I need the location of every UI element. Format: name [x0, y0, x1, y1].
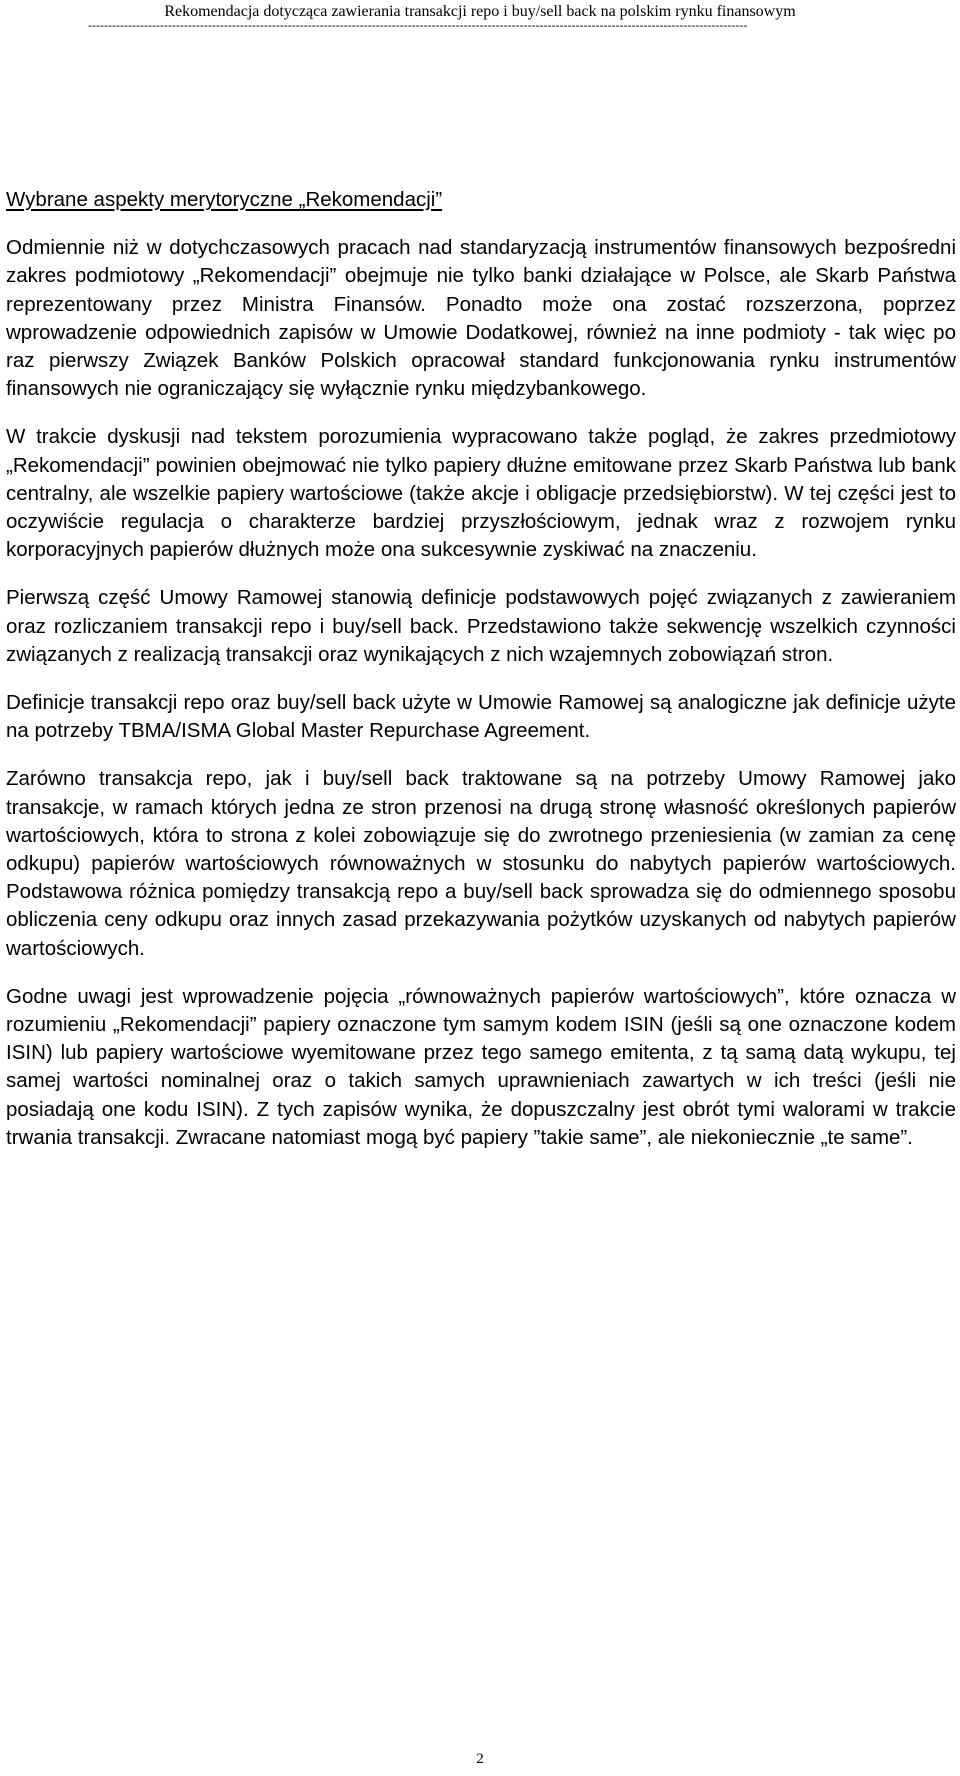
- header-dashed-rule: ---------------------------------------------------------------------------------------------------------------------------------------------------------------------: [88, 20, 748, 30]
- section-heading: Wybrane aspekty merytoryczne „Rekomendacji”: [6, 188, 443, 211]
- document-body: [6, 186, 956, 1172]
- paragraph-repo-vs-buy-sell-back: Zarówno transakcja repo, jak i buy/sell back traktowane są na potrzeby Umowy Ramowej jako transakcje, w ramach których jedna ze stron przenosi na drugą stronę własność określonych papierów wartościowych, która to strona z kolei zobowiązuje się do zwrotnego przeniesienia (w zamian za cenę odkupu) papierów wartościowych równoważnych w stosunku do nabytych papierów wartościowych. Podstawowa różnica pomiędzy transakcją repo a buy/sell back sprowadza się do odmiennego sposobu obliczenia ceny odkupu oraz innych zasad przekazywania pożytków uzyskanych od nabytych papierów wartościowych.: [6, 767, 956, 960]
- running-header: Rekomendacja dotycząca zawierania transakcji repo i buy/sell back na polskim rynku finansowym: [164, 3, 796, 20]
- paragraph-tbma-isma: Definicje transakcji repo oraz buy/sell back użyte w Umowie Ramowej są analogiczne jak definicje użyte na potrzeby TBMA/ISMA Global Master Repurchase Agreement.: [6, 691, 956, 743]
- paragraph-subject-scope: W trakcie dyskusji nad tekstem porozumienia wypracowano także pogląd, że zakres przedmiotowy „Rekomendacji” powinien obejmować nie tylko papiery dłużne emitowane przez Skarb Państwa lub bank centralny, ale wszelkie papiery wartościowe (także akcje i obligacje przedsiębiorstw). W tej części jest to oczywiście regulacja o charakterze bardziej przyszłościowym, jednak wraz z rozwojem rynku korporacyjnych papierów dłużnych może ona sukcesywnie zyskiwać na znaczeniu.: [6, 425, 956, 562]
- paragraph-scope: Odmiennie niż w dotychczasowych pracach nad standaryzacją instrumentów finansowych bezpośredni zakres podmiotowy „Rekomendacji” obejmuje nie tylko banki działające w Polsce, ale Skarb Państwa reprezentowany przez Ministra Finansów. Ponadto może ona zostać rozszerzona, poprzez wprowadzenie odpowiednich zapisów w Umowie Dodatkowej, również na inne podmioty - tak więc po raz pierwszy Związek Banków Polskich opracował standard funkcjonowania rynku instrumentów finansowych nie ograniczający się wyłącznie rynku międzybankowego.: [6, 236, 956, 401]
- paragraph-equivalent-securities: Godne uwagi jest wprowadzenie pojęcia „równoważnych papierów wartościowych”, które oznacza w rozumieniu „Rekomendacji” papiery oznaczone tym samym kodem ISIN (jeśli są one oznaczone kodem ISIN) lub papiery wartościowe wyemitowane przez tego samego emitenta, z tą samą datą wykupu, tej samej wartości nominalnej oraz o takich samych uprawnieniach zawartych w ich treści (jeśli nie posiadają one kodu ISIN). Z tych zapisów wynika, że dopuszczalny jest obrót tymi walorami w trakcie trwania transakcji. Zwracane natomiast mogą być papiery ”takie same”, ale niekoniecznie „te same”.: [6, 984, 956, 1149]
- paragraph-definitions: Pierwszą część Umowy Ramowej stanowią definicje podstawowych pojęć związanych z zawieraniem oraz rozliczaniem transakcji repo i buy/sell back. Przedstawiono także sekwencję wszelkich czynności związanych z realizacją transakcji oraz wynikających z nich wzajemnych zobowiązań stron.: [6, 586, 956, 666]
- page-number: 2: [476, 1751, 484, 1767]
